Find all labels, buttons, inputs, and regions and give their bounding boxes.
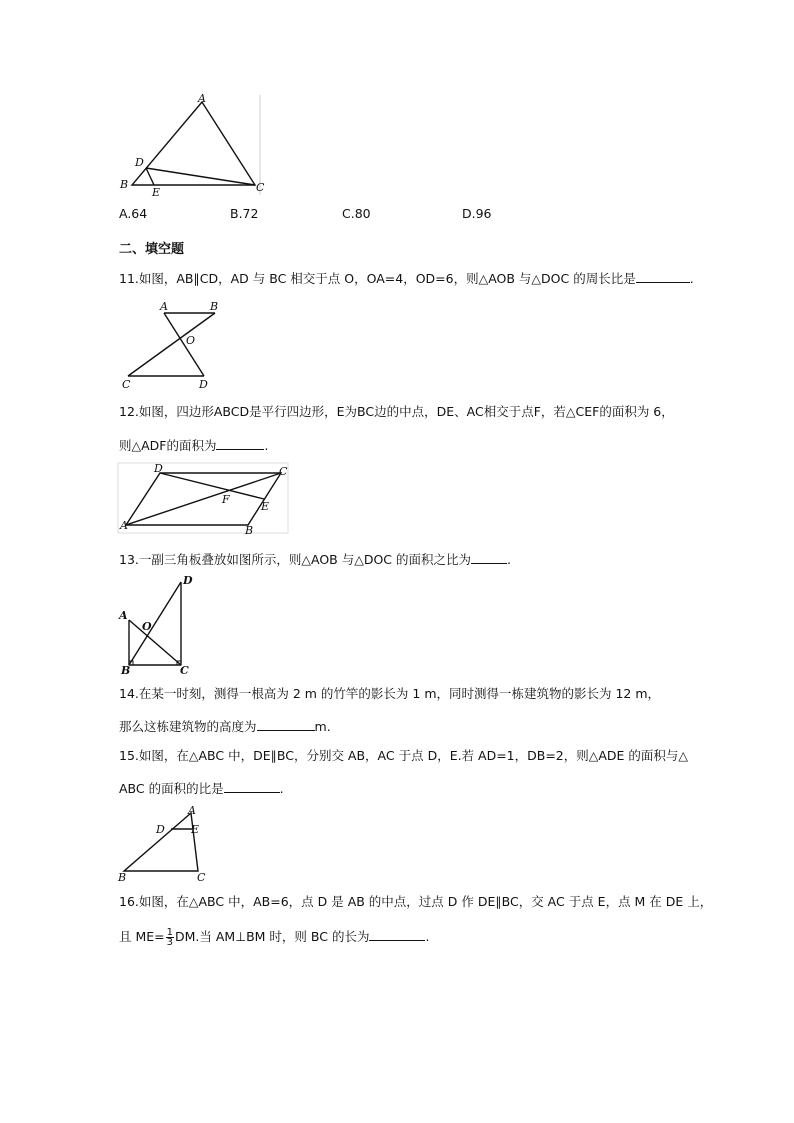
fraction <box>166 928 174 947</box>
question-16-end: . <box>425 929 430 944</box>
answer-blank <box>471 551 507 564</box>
answer-blank <box>636 270 690 283</box>
label-a: A <box>160 300 168 313</box>
label-c: C <box>197 871 206 884</box>
section-title: 二、填空题 <box>119 242 185 257</box>
fraction-numerator: 1 <box>166 927 174 938</box>
question-15-text: ABC 的面积的比是 <box>119 781 224 796</box>
label-b: B <box>210 300 219 313</box>
label-b: B <box>121 664 131 677</box>
figure-q13 <box>116 572 201 676</box>
option-c: C.80 <box>342 206 371 221</box>
question-11 <box>119 270 694 287</box>
label-d: D <box>154 462 163 475</box>
label-e: E <box>191 823 200 836</box>
question-12-line-2 <box>119 437 268 454</box>
question-15-end: . <box>279 781 284 796</box>
label-c: C <box>122 378 131 391</box>
answer-blank <box>369 928 425 941</box>
figure-q11 <box>118 300 228 390</box>
label-a: A <box>188 804 196 817</box>
figure-q10 <box>110 90 270 200</box>
question-11-text: 11.如图，AB∥CD，AD 与 BC 相交于点 O，OA=4，OD=6，则△AOB 与△DOC 的周长比是 <box>119 271 636 286</box>
fraction-denominator: 3 <box>166 937 174 948</box>
label-d: D <box>183 574 193 587</box>
label-c: C <box>180 664 189 677</box>
question-16-line-2 <box>119 928 429 947</box>
answer-blank <box>224 780 280 793</box>
label-f: F <box>222 493 230 506</box>
label-c: C <box>256 181 265 194</box>
question-14-line-1: 14.在某一时刻，测得一根高为 2 m 的竹竿的影长为 1 m，同时测得一栋建筑物的影长为 12 m， <box>119 686 661 701</box>
question-12-text: 则△ADF的面积为 <box>119 438 217 453</box>
label-a: A <box>198 92 206 105</box>
question-16-text-pre: 且 ME= <box>119 929 165 944</box>
label-b: B <box>245 524 254 537</box>
label-e: E <box>152 186 161 199</box>
label-a: A <box>119 609 128 622</box>
question-14-text: 那么这栋建筑物的高度为 <box>119 719 257 734</box>
question-14-line-2 <box>119 718 331 735</box>
question-15-line-1: 15.如图，在△ABC 中，DE∥BC，分别交 AB，AC 于点 D，E.若 AD=1，DB=2，则△ADE 的面积与△ <box>119 748 689 763</box>
label-c: C <box>279 465 288 478</box>
question-12-line-1: 12.如图，四边形ABCD是平行四边形，E为BC边的中点，DE、AC相交于点F，若△CEF的面积为 6， <box>119 404 674 419</box>
label-b: B <box>118 871 127 884</box>
label-e: E <box>261 500 270 513</box>
question-14-end: m. <box>314 719 331 734</box>
label-b: B <box>120 178 129 191</box>
label-o: O <box>186 334 196 347</box>
question-13-end: . <box>507 552 511 567</box>
answer-blank <box>216 437 264 450</box>
question-13 <box>119 551 511 568</box>
label-a: A <box>120 519 128 532</box>
question-13-text: 13.一副三角板叠放如图所示，则△AOB 与△DOC 的面积之比为 <box>119 552 471 567</box>
question-12-end: . <box>264 438 269 453</box>
option-b: B.72 <box>230 206 259 221</box>
label-d: D <box>135 156 144 169</box>
option-d: D.96 <box>462 206 492 221</box>
figure-q12 <box>118 463 290 535</box>
figure-q15 <box>118 804 213 884</box>
label-d: D <box>199 378 208 391</box>
answer-blank <box>257 718 315 731</box>
question-16-text-post: DM.当 AM⊥BM 时，则 BC 的长为 <box>175 929 370 944</box>
label-o: O <box>142 620 152 633</box>
question-11-end: . <box>689 271 694 286</box>
option-a: A.64 <box>119 206 148 221</box>
label-d: D <box>156 823 165 836</box>
question-16-line-1: 16.如图，在△ABC 中，AB=6，点 D 是 AB 的中点，过点 D 作 DE∥BC，交 AC 于点 E，点 M 在 DE 上， <box>119 894 713 909</box>
question-15-line-2 <box>119 780 284 797</box>
